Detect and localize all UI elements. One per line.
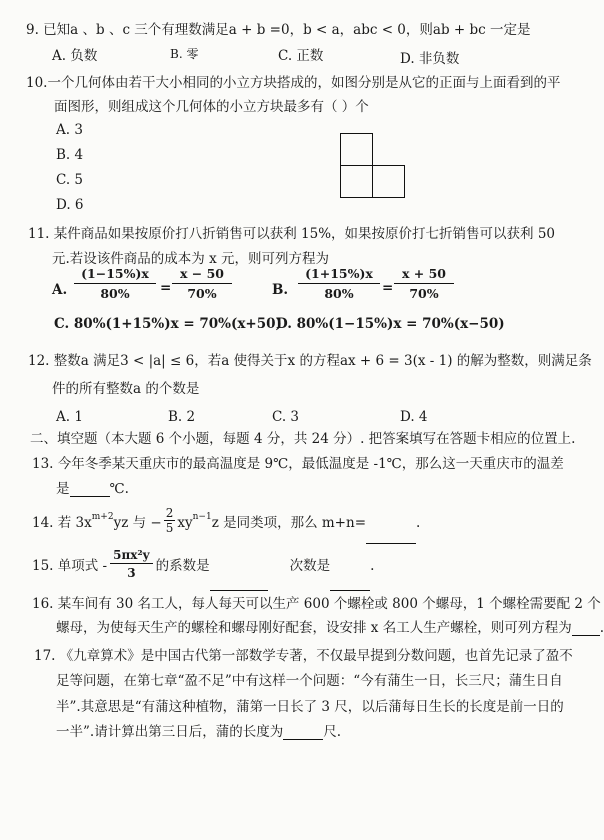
q15-pre: 15. 单项式 - — [32, 558, 108, 574]
q15-coef-label: 的系数是 — [155, 558, 210, 574]
q17-line4-pre: 一半”.请计算出第三日后，蒲的长度为 — [56, 724, 284, 740]
q17-line3: 半”.其意思是“有蒲这种植物，蒲第一日长了 3 尺，以后蒲每日生长的长度是前一日的 — [56, 699, 564, 715]
q12-option-b: B. 2 — [168, 409, 196, 425]
q16-line2 — [56, 620, 604, 636]
q12-option-d: D. 4 — [400, 409, 428, 425]
q11-b-fraction-left — [298, 266, 380, 301]
q11-a-fraction-right — [172, 266, 232, 301]
q16-line2-text: 螺母，为使每天生产的螺栓和螺母刚好配套，设安排 x 名工人生产螺栓，则可列方程为 — [56, 620, 572, 636]
q17-line2: 足等问题，在第七章“盈不足”中有这样一个问题：“今有蒲生一日，长三尺；蒲生日自 — [56, 673, 563, 689]
q11-a-den1: 80% — [100, 286, 130, 301]
q14-sup2: n−1 — [192, 512, 212, 522]
q15-fraction — [110, 548, 153, 581]
q17-line1: 17. 《九章算术》是中国古代第一部数学专著，不仅最早提到分数问题，也首先记录了盈不 — [34, 648, 573, 664]
q9-stem: 9. 已知a 、b 、c 三个有理数满足a + b =0，b < a，abc < 0，则ab + bc 一定是 — [26, 22, 531, 38]
q15-coefficient-blank[interactable] — [210, 590, 268, 591]
q12-stem-line2: 件的所有整数a 的个数是 — [52, 381, 200, 397]
q12-option-a: A. 1 — [56, 409, 83, 425]
q10-option-c: C. 5 — [56, 172, 84, 188]
section-fill-in-heading: 二、填空题（本大题 6 个小题，每题 4 分，共 24 分）. 把答案填写在答题卡相应的位置上. — [30, 431, 576, 447]
q16-line1: 16. 某车间有 30 名工人，每人每天可以生产 600 个螺栓或 800 个螺母，1 个螺栓需要配 2 个 — [32, 596, 601, 612]
q14-frac-den: 5 — [165, 521, 174, 536]
q11-option-d: D. 80%(1−15%)x = 70%(x−50) — [276, 316, 505, 332]
q14-mid2: xy — [177, 514, 193, 531]
q11-b-num2: x + 50 — [394, 266, 454, 284]
q16-answer-blank[interactable] — [572, 635, 600, 636]
q13-line2-pre: 是 — [56, 481, 70, 497]
q15-degree-label: 次数是 — [289, 558, 331, 574]
q17-line4 — [56, 724, 341, 740]
q14-mid1: yz 与 − — [113, 514, 162, 531]
q14-post: z 是同类项，那么 m+n= — [211, 514, 367, 531]
q9-option-c: C. 正数 — [278, 48, 324, 64]
q11-a-fraction-left — [74, 266, 156, 301]
q17-line4-post: 尺. — [323, 724, 341, 740]
q11-a-den2: 70% — [187, 286, 217, 301]
q10-stem-line2: 面图形，则组成这个几何体的小立方块最多有（ ）个 — [54, 99, 369, 115]
q17-answer-blank[interactable] — [283, 739, 323, 740]
q16-end: . — [599, 620, 604, 636]
q14-frac-num: 2 — [165, 506, 174, 520]
q13-line2-post: ℃. — [109, 481, 129, 497]
q9-option-d: D. 非负数 — [400, 51, 460, 67]
q14-answer-blank[interactable] — [366, 543, 416, 544]
q14-sup1: m+2 — [91, 512, 114, 522]
q11-stem-line1: 11. 某件商品如果按原价打八折销售可以获利 15%，如果按原价打七折销售可以获利 50 — [28, 226, 556, 242]
q15-degree-blank[interactable] — [330, 590, 370, 591]
q13-line1: 13. 今年冬季某天重庆市的最高温度是 9℃，最低温度是 -1℃，那么这一天重庆市的温差 — [32, 456, 564, 472]
q10-option-b: B. 4 — [56, 147, 84, 163]
q11-b-num1: (1+15%)x — [298, 266, 380, 284]
q13-answer-blank[interactable] — [70, 496, 110, 497]
q9-option-a: A. 负数 — [52, 48, 98, 64]
q11-a-num1: (1−15%)x — [74, 266, 156, 284]
figure-square-bottom-left — [340, 165, 373, 198]
q10-option-d: D. 6 — [56, 197, 84, 213]
q11-b-den2: 70% — [409, 286, 439, 301]
figure-square-top — [340, 133, 373, 166]
q12-stem-line1: 12. 整数a 满足3 < |a| ≤ 6，若a 使得关于x 的方程ax + 6 = 3(x - 1) 的解为整数，则满足条 — [28, 353, 592, 369]
q11-option-c: C. 80%(1+15%)x = 70%(x+50) — [54, 316, 282, 332]
figure-square-bottom-right — [372, 165, 405, 198]
q11-a-num2: x − 50 — [172, 266, 232, 284]
q14-end: . — [416, 514, 421, 531]
q12-option-c: C. 3 — [272, 409, 300, 425]
q10-stem-line1: 10.一个几何体由若干大小相同的小立方块搭成的，如图分别是从它的正面与上面看到的平 — [26, 75, 561, 91]
q11-a-equals: = — [160, 280, 172, 296]
q11-b-den1: 80% — [324, 286, 354, 301]
q11-b-fraction-right — [394, 266, 454, 301]
q15-line — [32, 548, 374, 588]
q14-line — [32, 506, 420, 542]
q15-frac-den: 3 — [127, 566, 136, 581]
q14-pre: 14. 若 3x — [32, 514, 92, 531]
q11-option-a-label: A. — [52, 282, 68, 298]
q11-b-equals: = — [382, 280, 394, 296]
q11-stem-line2: 元.若设该件商品的成本为 x 元，则可列方程为 — [52, 251, 329, 267]
q15-end: . — [370, 558, 375, 574]
q14-fraction — [164, 506, 176, 536]
q10-option-a: A. 3 — [56, 122, 83, 138]
q11-option-b-label: B. — [272, 282, 289, 298]
q9-option-b: B. 零 — [170, 47, 199, 61]
q13-line2 — [56, 481, 129, 497]
q15-frac-num: 5πx²y — [110, 548, 153, 564]
